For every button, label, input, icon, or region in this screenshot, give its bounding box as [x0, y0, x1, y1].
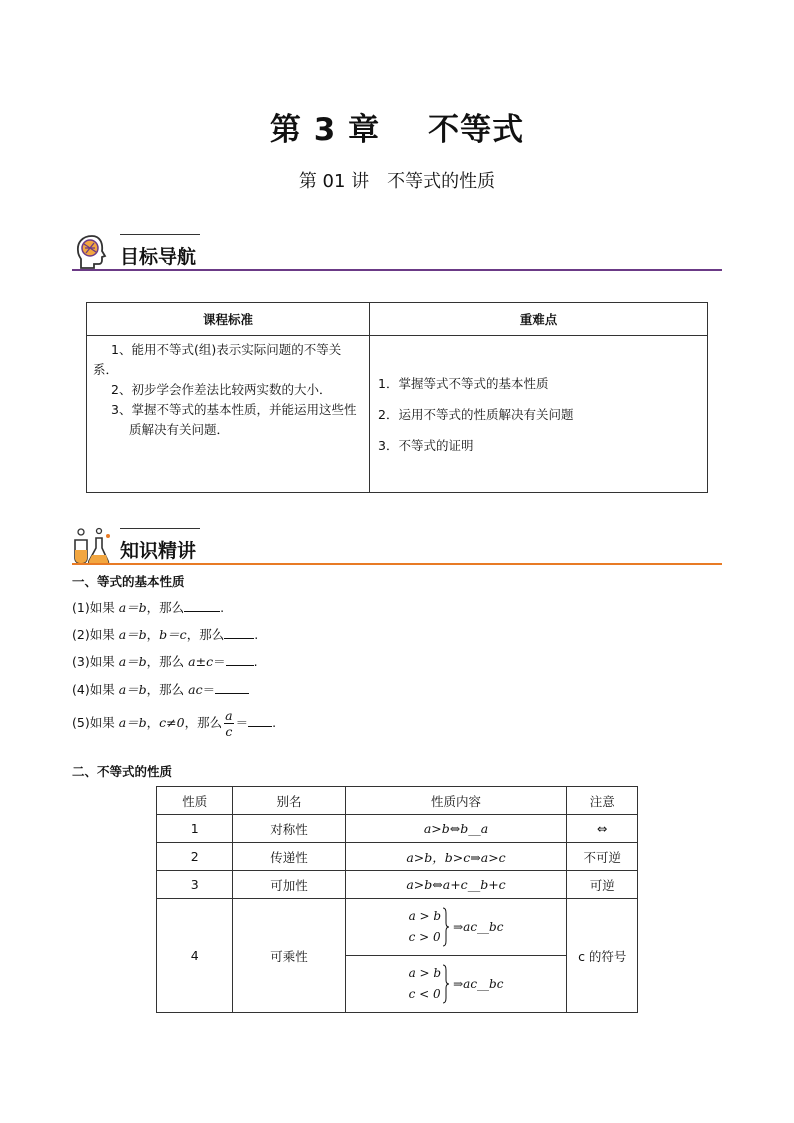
- lab-flask-icon: [72, 526, 112, 566]
- section-title-goals: 目标导航: [120, 246, 197, 268]
- multiply-positive-case: [346, 899, 567, 956]
- fraction-denominator: c: [225, 724, 233, 739]
- property-content: a>b⇔a+c__b+c: [345, 871, 567, 899]
- col-header-alias: 别名: [233, 787, 345, 815]
- table-row: [157, 899, 638, 1013]
- period: .: [254, 627, 259, 642]
- eq3-condition: a＝b: [118, 654, 147, 669]
- header-standards: 课程标准: [87, 303, 370, 336]
- answer-blank[interactable]: [224, 626, 254, 639]
- head-brain-icon: [72, 232, 112, 272]
- section-heading-goals: [72, 232, 722, 272]
- equality-property-5: [72, 708, 276, 739]
- answer-blank[interactable]: [184, 599, 220, 612]
- eq5-condition-1: a＝b: [118, 715, 147, 730]
- standards-cell: [87, 336, 370, 493]
- eq3-prefix: (3)如果: [72, 654, 119, 669]
- period: .: [253, 654, 258, 669]
- equality-property-2: [72, 625, 258, 643]
- eq2-prefix: (2)如果: [72, 627, 119, 642]
- section-rule-orange: [72, 563, 722, 565]
- property-content: a>b，b>c⇒a>c: [345, 843, 567, 871]
- eq2-separator: ，: [146, 627, 160, 642]
- equality-property-1: [72, 598, 224, 616]
- answer-blank[interactable]: [248, 714, 272, 727]
- property-number: 1: [157, 815, 233, 843]
- fraction-numerator: a: [225, 708, 233, 723]
- property-note: 可逆: [567, 871, 638, 899]
- property-content: a>b⇔b__a: [345, 815, 567, 843]
- answer-blank[interactable]: [226, 653, 254, 666]
- inequality-properties-table: [156, 786, 638, 1013]
- table-row: [157, 843, 638, 871]
- property-number: 3: [157, 871, 233, 899]
- eq2-condition-2: b＝c: [159, 627, 187, 642]
- col-header-property: 性质: [157, 787, 233, 815]
- case2-condition-1: a > b: [408, 966, 442, 980]
- col-header-note: 注意: [567, 787, 638, 815]
- property-alias: 传递性: [233, 843, 345, 871]
- part1-title: 一、等式的基本性质: [72, 574, 185, 589]
- right-brace-icon: [443, 964, 449, 1004]
- property-alias: 可加性: [233, 871, 345, 899]
- property-note: c 的符号: [567, 899, 638, 1013]
- property-content: [345, 899, 567, 1013]
- eq3-expression: a±c: [188, 654, 214, 669]
- standard-item: 1、能用不等式(组)表示实际问题的不等关系．: [93, 342, 342, 377]
- key-point-item: 2．运用不等式的性质解决有关问题: [378, 406, 574, 422]
- eq2-condition-1: a＝b: [118, 627, 147, 642]
- eq1-condition: a＝b: [118, 600, 147, 615]
- property-alias: 可乘性: [233, 899, 345, 1013]
- eq4-then: ，那么: [146, 682, 189, 697]
- property-number: 4: [157, 899, 233, 1013]
- eq4-condition: a＝b: [118, 682, 147, 697]
- standard-item: 3、掌握不等式的基本性质，并能运用这些性质解决有关问题．: [111, 402, 357, 437]
- property-note: ⇔: [567, 815, 638, 843]
- equals-sign: ＝: [213, 654, 226, 669]
- property-note: 不可逆: [567, 843, 638, 871]
- case2-result: ⇒ac__bc: [453, 977, 504, 991]
- part2-title: 二、不等式的性质: [72, 764, 173, 779]
- table-row: [157, 815, 638, 843]
- key-point-item: 3．不等式的证明: [378, 437, 474, 453]
- header-key-points: 重难点: [370, 303, 708, 336]
- period: .: [272, 715, 277, 730]
- eq4-prefix: (4)如果: [72, 682, 119, 697]
- col-header-content: 性质内容: [345, 787, 567, 815]
- eq4-expression: ac: [188, 682, 203, 697]
- section-title-knowledge: 知识精讲: [120, 540, 197, 562]
- chapter-name: 不等式: [428, 112, 525, 148]
- equals-sign: ＝: [202, 682, 216, 697]
- equality-property-4: [72, 680, 249, 698]
- eq5-then: ，那么: [184, 715, 223, 730]
- key-point-item: 1．掌握等式不等式的基本性质: [378, 375, 549, 391]
- equality-property-3: [72, 652, 258, 670]
- lecture-number: 第 01 讲: [298, 171, 370, 192]
- multiply-negative-case: [346, 956, 567, 1012]
- right-brace-icon: [443, 907, 449, 947]
- case2-condition-2: c < 0: [408, 987, 441, 1001]
- period: .: [220, 600, 225, 615]
- property-alias: 对称性: [233, 815, 345, 843]
- eq3-then: ，那么: [146, 654, 189, 669]
- fraction: [224, 708, 233, 739]
- chapter-title: [0, 104, 794, 149]
- case1-result: ⇒ac__bc: [453, 920, 504, 934]
- key-points-cell: [370, 336, 708, 493]
- eq1-then: ，那么: [146, 600, 185, 615]
- goals-table: [86, 302, 708, 493]
- eq2-then: ，那么: [186, 627, 225, 642]
- standard-item: 2、初步学会作差法比较两实数的大小．: [111, 382, 332, 397]
- section-heading-knowledge: [72, 526, 722, 566]
- answer-blank[interactable]: [215, 681, 249, 694]
- chapter-number: 第 3 章: [269, 112, 381, 148]
- case1-condition-1: a > b: [408, 909, 442, 923]
- eq1-prefix: (1)如果: [72, 600, 119, 615]
- eq5-separator: ，: [146, 715, 160, 730]
- lecture-title: [0, 167, 794, 193]
- case1-condition-2: c > 0: [408, 930, 441, 944]
- eq5-condition-2: c≠0: [159, 715, 185, 730]
- section-rule-purple: [72, 269, 722, 271]
- lecture-name: 不等式的性质: [387, 171, 496, 192]
- eq5-prefix: (5)如果: [72, 715, 119, 730]
- equals-sign: ＝: [235, 715, 249, 730]
- table-row: [157, 871, 638, 899]
- property-number: 2: [157, 843, 233, 871]
